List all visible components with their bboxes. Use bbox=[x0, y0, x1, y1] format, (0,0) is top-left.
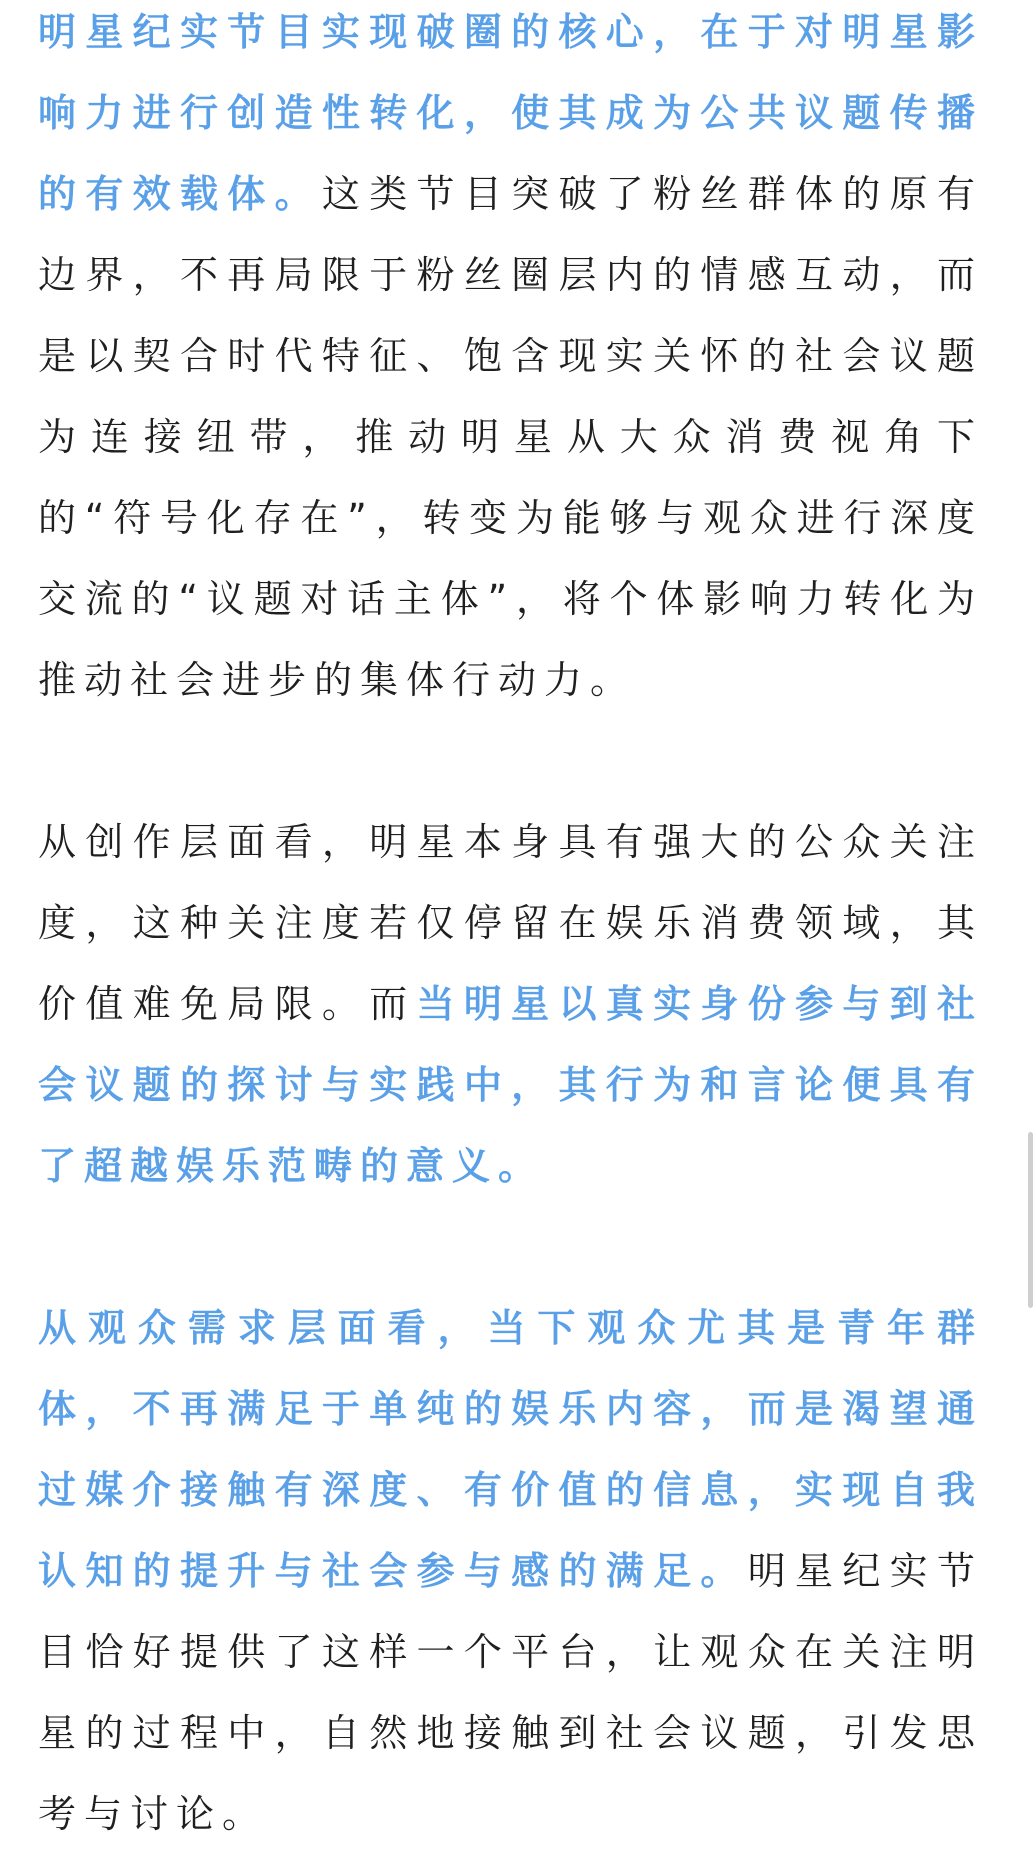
body-text: 明星纪实节目恰好提供了这样一个平台，让观众在关注明星的过程中，自然地接触到社会议题，引发思考与讨论。 bbox=[38, 1549, 983, 1836]
body-text: 这类节目突破了粉丝群体的原有边界，不再局限于粉丝圈层内的情感互动，而是以契合时代特征、饱含现实关怀的社会议题为连接纽带，推动明星从大众消费视角下的“符号化存在”，转变为能够与观众进行深度交流的“议题对话主体”，将个体影响力转化为推动社会进步的集体行动力。 bbox=[38, 172, 983, 702]
paragraph-1 bbox=[38, 0, 983, 721]
article-body bbox=[38, 0, 983, 1855]
paragraph-3 bbox=[38, 1288, 983, 1855]
highlighted-text: 从观众需求层面看，当下观众尤其是青年群体，不再满足于单纯的娱乐内容，而是渴望通过媒介接触有深度、有价值的信息，实现自我认知的提升与社会参与感的满足。 bbox=[38, 1306, 983, 1593]
body-text: 从创作层面看，明星本身具有强大的公众关注度，这种关注度若仅停留在娱乐消费领域，其价值难免局限。而 bbox=[38, 820, 983, 1026]
highlighted-text: 当明星以真实身份参与到社会议题的探讨与实践中，其行为和言论便具有了超越娱乐范畴的意义。 bbox=[38, 982, 983, 1188]
paragraph-2 bbox=[38, 802, 983, 1207]
highlighted-text: 明星纪实节目实现破圈的核心，在于对明星影响力进行创造性转化，使其成为公共议题传播的有效载体。 bbox=[38, 10, 983, 216]
scrollbar-thumb[interactable] bbox=[1028, 1132, 1033, 1308]
